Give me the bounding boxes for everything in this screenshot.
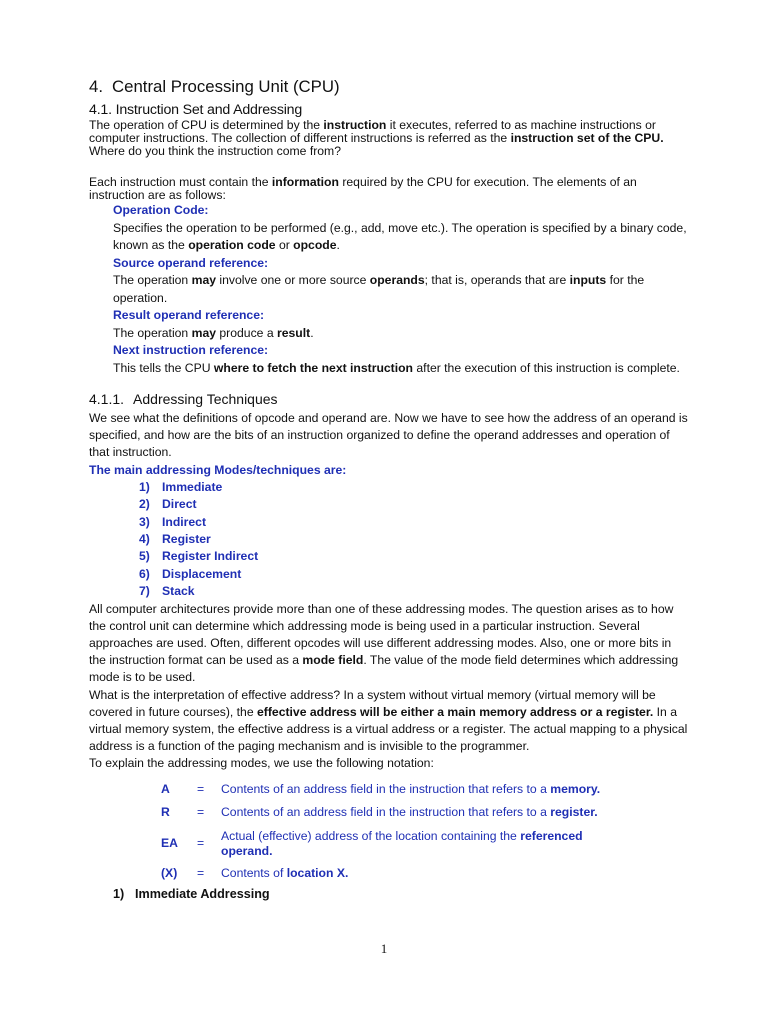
notation-intro: To explain the addressing modes, we use the following notation: (89, 756, 434, 771)
chapter-number: 4. (89, 77, 103, 96)
page-content (89, 76, 689, 903)
list-item: 3) Indirect (139, 514, 207, 529)
element-label-opcode: Operation Code: (113, 203, 209, 217)
element-desc-next: This tells the CPU where to fetch the next instruction after the execution of this instruction is complete. (113, 360, 680, 375)
subsection-title: Addressing Techniques (133, 391, 278, 407)
element-label-result: Result operand reference: (113, 308, 265, 322)
list-item: 1) Immediate (139, 479, 223, 494)
chapter-title: Central Processing Unit (CPU) (112, 77, 340, 96)
list-item: 2) Direct (139, 497, 197, 512)
element-label-source: Source operand reference: (113, 255, 269, 270)
element-desc-result: The operation may produce a result. (113, 325, 314, 340)
section-heading: 4.1. Instruction Set and Addressing (89, 102, 303, 118)
modes-paragraph: All computer architectures provide more than one of these addressing modes. The question arises as to how the control unit can determine which addressing mode is being used in a particular instruction. Several approaches are used. Often, different opcodes will use different addressing modes. Also, one or more bits in the instruction format can be used as a mode field. The value of the mode field determines which addressing mode is to be used. (89, 601, 679, 685)
element-desc-opcode: Specifies the operation to be performed (e.g., add, move etc.). The operation is specified by a binary code, known as the operation code or opcode. (113, 220, 687, 252)
intro-paragraph: The operation of CPU is determined by the instruction it executes, referred to as machine instructions or computer instructions. The collection of different instructions is referred as the instruction set of the CPU. Where do you think the instruction come from? (89, 118, 664, 158)
list-item: 7) Stack (139, 584, 195, 599)
addressing-intro-paragraph: We see what the definitions of opcode and operand are. Now we have to see how the address of an operand is specified, and how are the bits of an instruction organized to define the operand addresses and operation of that instruction. (89, 411, 688, 460)
notation-table (89, 779, 689, 885)
subsection-number: 4.1.1. (89, 391, 125, 407)
notation-row-a: A = Contents of an address field in the instruction that refers to a memory. (161, 782, 601, 797)
list-item: 4) Register (139, 532, 211, 547)
modes-heading: The main addressing Modes/techniques are: (89, 462, 347, 477)
element-desc-source: The operation may involve one or more source operands; that is, operands that are inputs for the operation. (113, 273, 645, 305)
list-item: 5) Register Indirect (139, 549, 259, 564)
elements-intro-paragraph: Each instruction must contain the information required by the CPU for execution. The elements of an instruction are as follows: (89, 175, 637, 202)
notation-row-ea: EA = Actual (effective) address of the location containing the referenced operand. (161, 828, 583, 858)
instruction-elements (89, 202, 689, 377)
subsection-heading (89, 390, 689, 408)
page-number: 1 (380, 941, 388, 956)
notation-row-r: R = Contents of an address field in the instruction that refers to a register. (161, 805, 598, 820)
effective-address-paragraph: What is the interpretation of effective address? In a system without virtual memory (virtual memory will be covered in future courses), the effective address will be either a main memory address or a register. In a virtual memory system, the effective address is a virtual address or a register. The actual mapping to a physical address is a function of the paging mechanism and is invisible to the programmer. (89, 687, 688, 754)
addressing-modes-list (89, 479, 689, 601)
notation-row-x: (X) = Contents of location X. (161, 866, 349, 881)
immediate-addressing-heading: 1) Immediate Addressing (113, 886, 270, 901)
element-label-next: Next instruction reference: (113, 343, 269, 357)
list-item: 6) Displacement (139, 566, 242, 581)
chapter-heading (89, 76, 689, 98)
